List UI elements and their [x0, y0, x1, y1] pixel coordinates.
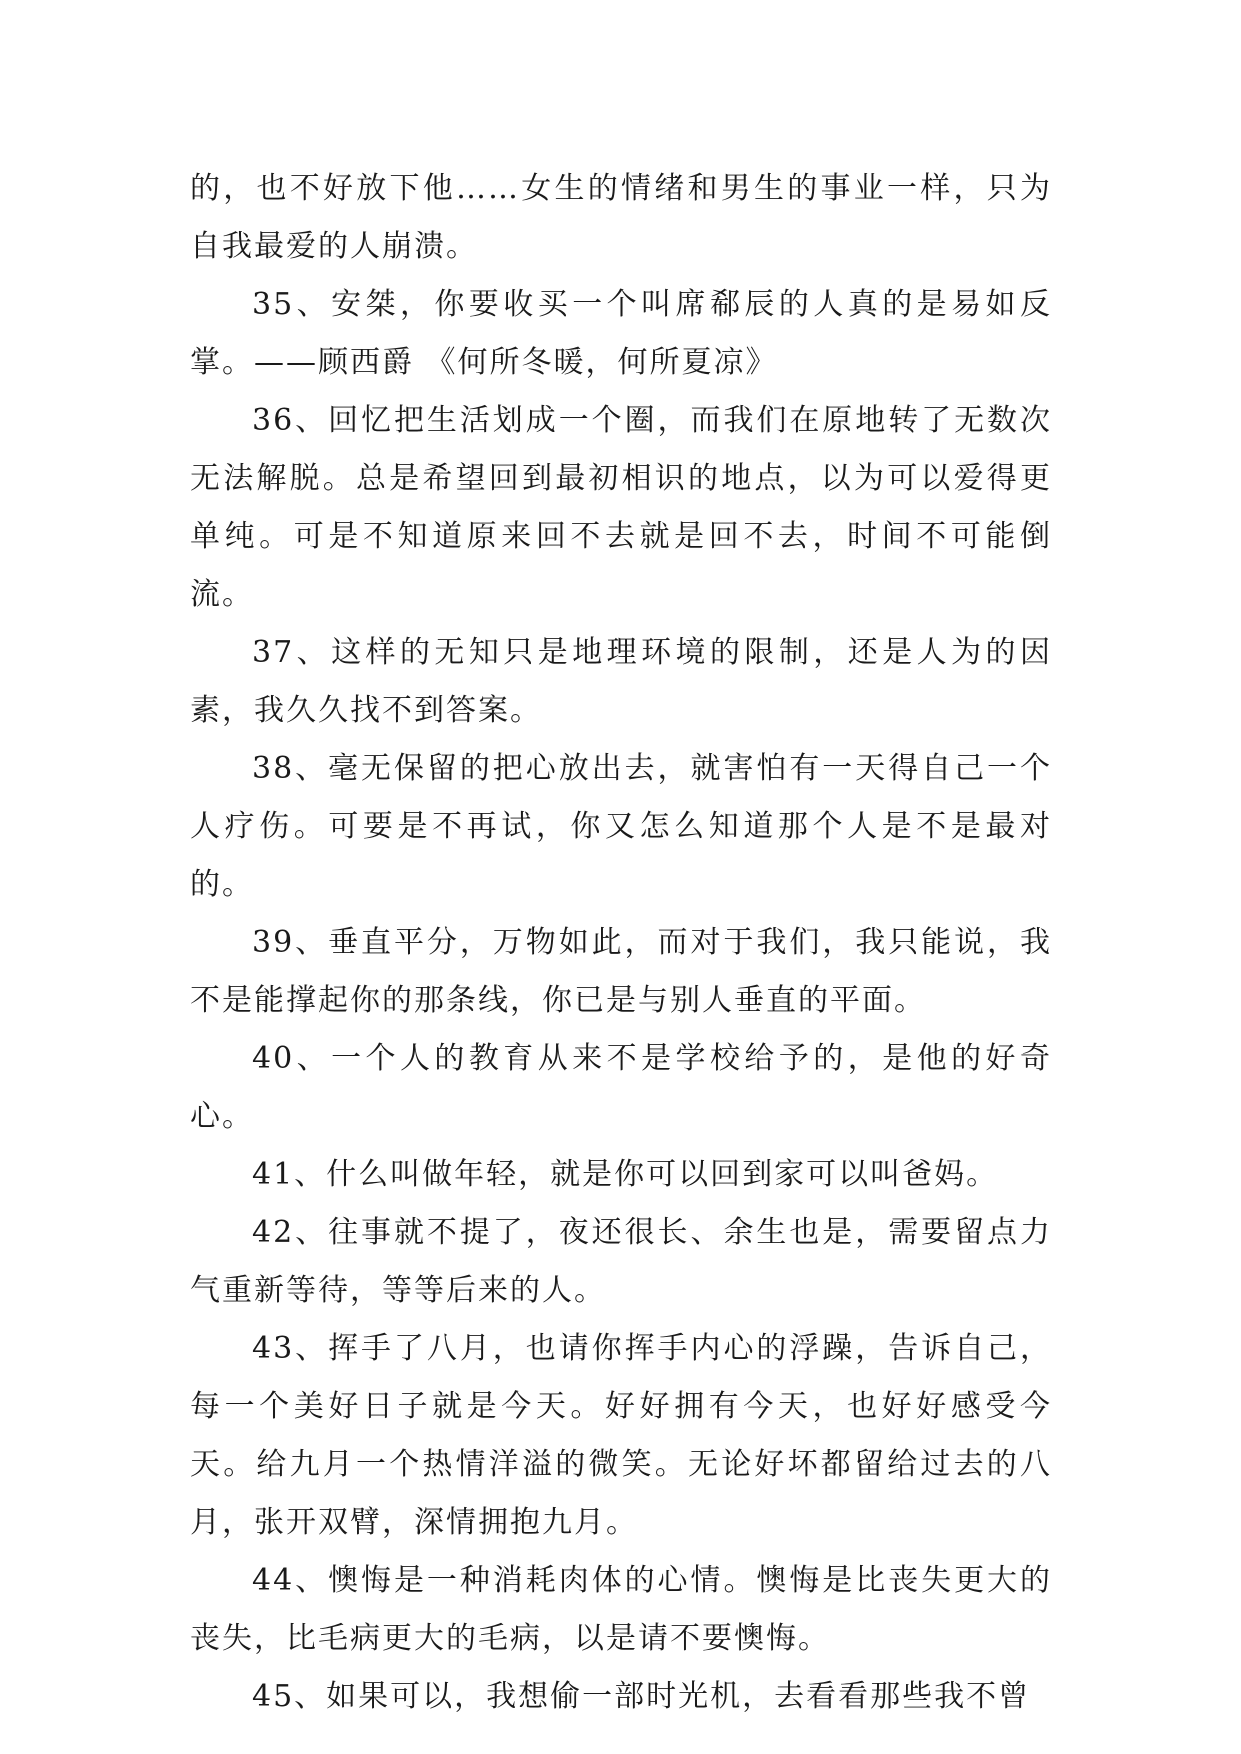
- paragraph-37: 37、这样的无知只是地理环境的限制，还是人为的因素，我久久找不到答案。: [190, 635, 1052, 728]
- paragraph-38: 38、毫无保留的把心放出去，就害怕有一天得自己一个人疗伤。可要是不再试，你又怎么知道那个人是不是最对的。: [190, 751, 1052, 902]
- paragraph-45: 45、如果可以，我想偷一部时光机，去看看那些我不曾: [252, 1679, 1031, 1714]
- paragraph-41: 41、什么叫做年轻，就是你可以回到家可以叫爸妈。: [252, 1157, 999, 1192]
- paragraph-39: 39、垂直平分，万物如此，而对于我们，我只能说，我不是能撑起你的那条线，你已是与别人垂直的平面。: [190, 925, 1052, 1018]
- paragraph-43: 43、挥手了八月，也请你挥手内心的浮躁，告诉自己，每一个美好日子就是今天。好好拥有今天，也好好感受今天。给九月一个热情洋溢的微笑。无论好坏都留给过去的八月，张开双臂，深情拥抱九月。: [190, 1331, 1052, 1540]
- paragraph-35: 35、安桀，你要收买一个叫席郗辰的人真的是易如反掌。——顾西爵 《何所冬暖，何所夏凉》: [190, 287, 1052, 380]
- paragraph-36: 36、回忆把生活划成一个圈，而我们在原地转了无数次无法解脱。总是希望回到最初相识的地点，以为可以爱得更单纯。可是不知道原来回不去就是回不去，时间不可能倒流。: [190, 403, 1052, 612]
- document-body: [190, 160, 1052, 1726]
- paragraph-40: 40、一个人的教育从来不是学校给予的，是他的好奇心。: [190, 1041, 1052, 1134]
- paragraph-continuation: 的，也不好放下他……女生的情绪和男生的事业一样，只为自我最爱的人崩溃。: [190, 171, 1052, 264]
- paragraph-42: 42、往事就不提了，夜还很长、余生也是，需要留点力气重新等待，等等后来的人。: [190, 1215, 1052, 1308]
- paragraph-44: 44、懊悔是一种消耗肉体的心情。懊悔是比丧失更大的丧失，比毛病更大的毛病，以是请不要懊悔。: [190, 1563, 1052, 1656]
